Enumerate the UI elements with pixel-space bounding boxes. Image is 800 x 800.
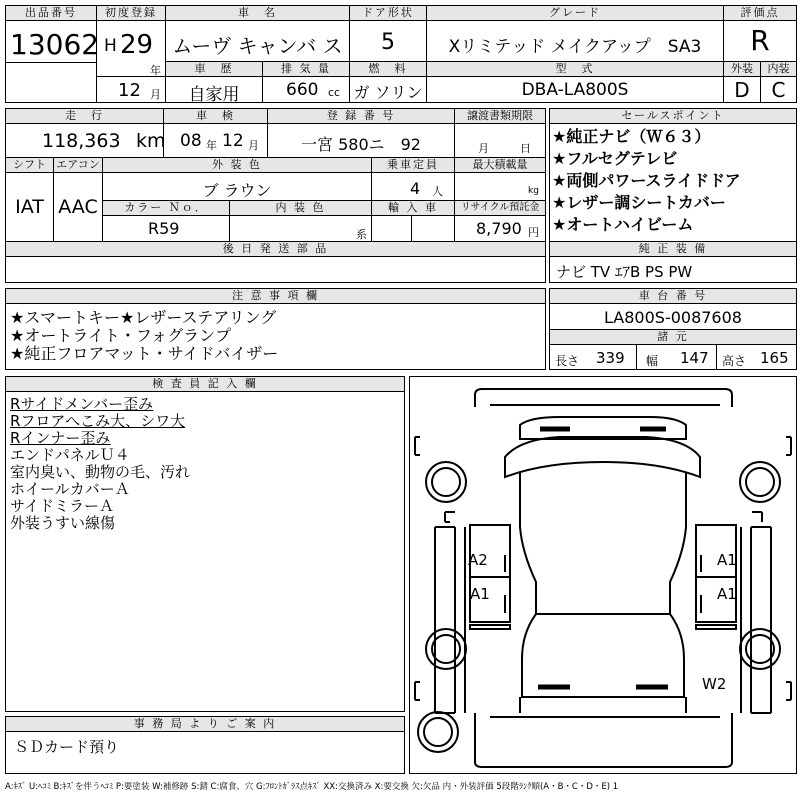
inspection-year: 08 (180, 131, 202, 151)
inspector-line: 外装うすい線傷 (10, 514, 116, 532)
inspection-label: 車 検 (164, 109, 267, 124)
exterior-grade: D (734, 78, 750, 102)
width-value: 147 (680, 349, 709, 367)
model-label: 型 式 (427, 62, 723, 77)
notes-label: 注 意 事 項 欄 (6, 289, 545, 304)
inspector-line: ホイールカバーＡ (10, 480, 130, 498)
mileage-unit: km (136, 130, 166, 152)
seats-unit: 人 (432, 185, 443, 198)
fuel-type: ガ ソリン (353, 83, 423, 102)
doors-label: ドア形状 (350, 6, 426, 21)
length-value: 339 (596, 349, 625, 367)
displacement-unit: cc (328, 86, 341, 99)
ext-color: ブ ラウン (202, 181, 272, 200)
exterior-label: 外装 (724, 62, 760, 77)
lot-label: 出品番号 (6, 6, 96, 21)
selling-point: ★オートハイビーム (552, 215, 694, 234)
interior-label: 内装 (761, 62, 796, 77)
grade: Xリミテッド メイクアップ SA3 (448, 37, 702, 57)
lot-number: 13062 (10, 28, 100, 61)
selling-point: ★レザー調シートカバー (552, 193, 726, 212)
color-no-label: カラー Ｎｏ． (103, 201, 229, 216)
interior-grade: C (771, 78, 786, 102)
displacement: 660 (286, 80, 319, 100)
recycle-label: リサイクル預託金 (455, 201, 545, 216)
length-label: 長さ (555, 354, 580, 368)
inspector-notes (10, 396, 190, 532)
selling-point: ★純正ナビ（Ｗ６３） (552, 127, 711, 146)
inspector-line: サイドミラーＡ (10, 497, 114, 515)
office-note: ＳＤカード預り (14, 738, 120, 756)
car-name-label: 車 名 (166, 6, 349, 21)
dims-label: 諸 元 (550, 330, 796, 345)
plate-number: 一宮 580ニ 92 (301, 135, 421, 154)
ac-label: エアコン (54, 158, 102, 173)
width-label: 幅 (646, 354, 659, 368)
displacement-label: 排 気 量 (263, 62, 349, 77)
inspection-year-unit: 年 (206, 139, 217, 152)
int-color-unit: 系 (356, 228, 367, 241)
registration-year: 29 (120, 30, 154, 60)
usage-history: 自家用 (188, 85, 240, 105)
parts-label: 後 日 発 送 部 品 (6, 242, 545, 257)
height-value: 165 (760, 349, 789, 367)
chassis-number: LA800S-0087608 (604, 308, 742, 327)
notes-list (10, 309, 278, 363)
load-label: 最大積載量 (455, 158, 545, 173)
inspector-line: エンドパネルＵ４ (10, 446, 130, 464)
inspector-label: 検 査 員 記 入 欄 (6, 377, 404, 392)
damage-mark: A1 (470, 585, 490, 603)
mileage: 118,363 (42, 130, 121, 152)
equipment-label: 純 正 装 備 (550, 242, 796, 257)
damage-mark: A1 (717, 585, 737, 603)
recycle-unit: 円 (528, 226, 539, 239)
inspection-month: 12 (222, 131, 244, 151)
seat-count: 4 (410, 179, 421, 198)
door-count: 5 (381, 30, 395, 55)
selling-points-list (552, 126, 741, 236)
history-label: 車 歴 (166, 62, 262, 77)
note-line: ★純正フロアマット・サイドバイザー (10, 344, 279, 363)
selling-point: ★両側パワースライドドア (552, 171, 741, 190)
inspector-line: Rサイドメンバー歪み (10, 395, 154, 413)
load-unit: kg (528, 186, 539, 196)
inspector-line: Rインナー歪み (10, 429, 111, 447)
car-diagram (409, 376, 797, 774)
year-unit: 年 (150, 64, 161, 77)
ac-type: AAC (58, 196, 98, 218)
legend: A:ｷｽﾞ U:ﾍｺﾐ B:ｷｽﾞを伴うﾍｺﾐ P:要塗装 W:補修跡 S:錆 C:腐食、穴 G:ﾌﾛﾝﾄｶﾞﾗｽ点ｷｽﾞ XX:交換済み X:要交換 欠:欠品 内・外装評価 5段階ﾗﾝｸ順(A・B・C・D・E) 1 (5, 782, 619, 792)
registration-label: 初度登録 (97, 6, 165, 21)
ext-color-label: 外 装 色 (103, 158, 371, 173)
mileage-label: 走 行 (6, 109, 163, 124)
transfer-label: 譲渡書類期限 (455, 109, 545, 124)
plate-label: 登 録 番 号 (268, 109, 454, 124)
score: R (750, 24, 770, 57)
int-color-label: 内 装 色 (230, 201, 371, 216)
shift-type: IAT (15, 196, 44, 218)
inspector-line: 室内臭い、動物の毛、汚れ (10, 463, 191, 481)
fuel-label: 燃 料 (350, 62, 426, 77)
car-name: ムーヴ キャンバ ス (172, 34, 343, 58)
shift-label: シフト (6, 158, 53, 173)
damage-mark: A2 (468, 551, 488, 569)
height-label: 高さ (722, 354, 747, 368)
damage-mark: W2 (702, 675, 727, 693)
selling-points-label: セールスポイント (550, 109, 796, 124)
registration-month: 12 (118, 80, 141, 101)
note-line: ★オートライト・フォグランプ (10, 326, 232, 345)
score-label: 評価点 (724, 6, 796, 21)
seats-label: 乗車定員 (372, 158, 454, 173)
inspector-line: Rフロアへこみ大、シワ大 (10, 412, 186, 430)
selling-point: ★フルセグテレビ (552, 149, 678, 168)
chassis-label: 車 台 番 号 (550, 289, 796, 304)
color-number: R59 (148, 219, 180, 238)
transfer-month: 月 (478, 142, 489, 155)
month-unit: 月 (150, 88, 161, 101)
era: H (104, 36, 117, 56)
transfer-day: 日 (520, 142, 531, 155)
note-line: ★スマートキー★レザーステアリング (10, 308, 277, 327)
damage-mark: A1 (717, 551, 737, 569)
grade-label: グレード (427, 6, 723, 21)
recycle-amount: 8,790 (476, 219, 522, 238)
import-label: 輸 入 車 (372, 201, 454, 216)
office-label: 事 務 局 よ り ご 案 内 (6, 717, 404, 732)
inspection-month-unit: 月 (248, 139, 259, 152)
equipment-list: ナビ TV ｴｱB PS PW (556, 263, 693, 281)
model-code: DBA-LA800S (521, 80, 629, 100)
